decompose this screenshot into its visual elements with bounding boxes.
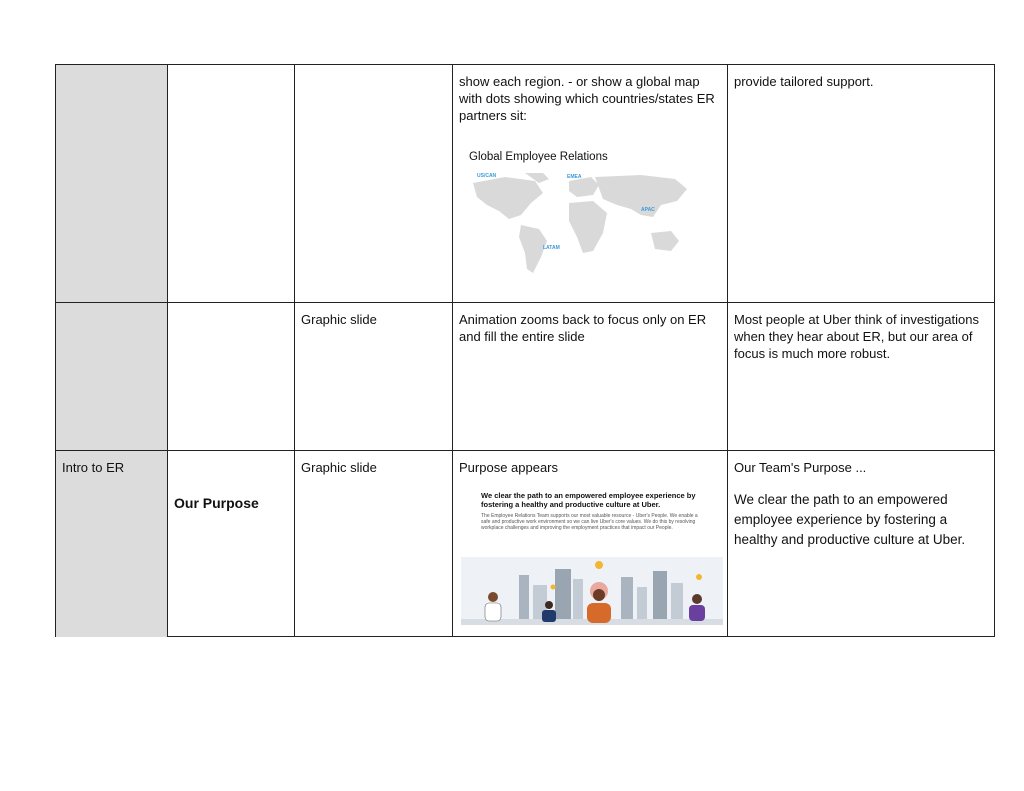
- global-map-figure: [465, 149, 715, 284]
- row1-narration-cell: provide tailored support.: [728, 65, 995, 303]
- row3-visual-text: Purpose appears: [459, 460, 559, 475]
- row3-slide-title: Our Purpose: [174, 495, 259, 511]
- city-people-illustration: [461, 557, 723, 625]
- row3-narration-body: We clear the path to an empowered employee experience by fostering a healthy and productive culture at Uber.: [734, 492, 966, 547]
- row1-visual-text: show each region. - or show a global map with dots showing which countries/states ER partners sit:: [459, 74, 715, 123]
- row2-type-cell: Graphic slide: [295, 303, 453, 451]
- world-map-graphic: [465, 171, 715, 281]
- row1-section-cell: [56, 65, 168, 303]
- storyboard-table: [55, 64, 995, 637]
- row2-section-cell: [56, 303, 168, 451]
- map-title: Global Employee Relations: [469, 151, 608, 163]
- row3-narration-heading: Our Team's Purpose ...: [734, 460, 867, 475]
- purpose-body-text: The Employee Relations Team supports our most valuable resource - Uber's People. We enable a safe and productive work environment so we can live Uber's core values. We do this by resolving workplace challenges and improving the employment practices that impact our People.: [481, 513, 698, 532]
- region-label-apac: APAC: [641, 207, 655, 213]
- row3-section-cell: Intro to ER: [56, 451, 168, 637]
- row3-narration-cell: [728, 451, 995, 637]
- row1-slide-cell: [168, 65, 295, 303]
- row2-narration-cell: Most people at Uber think of investigations when they hear about ER, but our area of focus is much more robust.: [728, 303, 995, 451]
- row3-visual-cell: [453, 451, 728, 637]
- row3-slide-cell: [168, 451, 295, 637]
- row2-visual-cell: Animation zooms back to focus only on ER and fill the entire slide: [453, 303, 728, 451]
- purpose-slide-figure: [461, 491, 723, 627]
- row2-slide-cell: [168, 303, 295, 451]
- region-label-uscan: US/CAN: [477, 173, 497, 179]
- purpose-headline: We clear the path to an empowered employee experience by fostering a healthy and productive culture at Uber.: [481, 491, 696, 509]
- row1-visual-cell: [453, 65, 728, 303]
- row3-type-cell: Graphic slide: [295, 451, 453, 637]
- row1-type-cell: [295, 65, 453, 303]
- region-label-emea: EMEA: [567, 174, 582, 180]
- region-label-latam: LATAM: [543, 245, 560, 251]
